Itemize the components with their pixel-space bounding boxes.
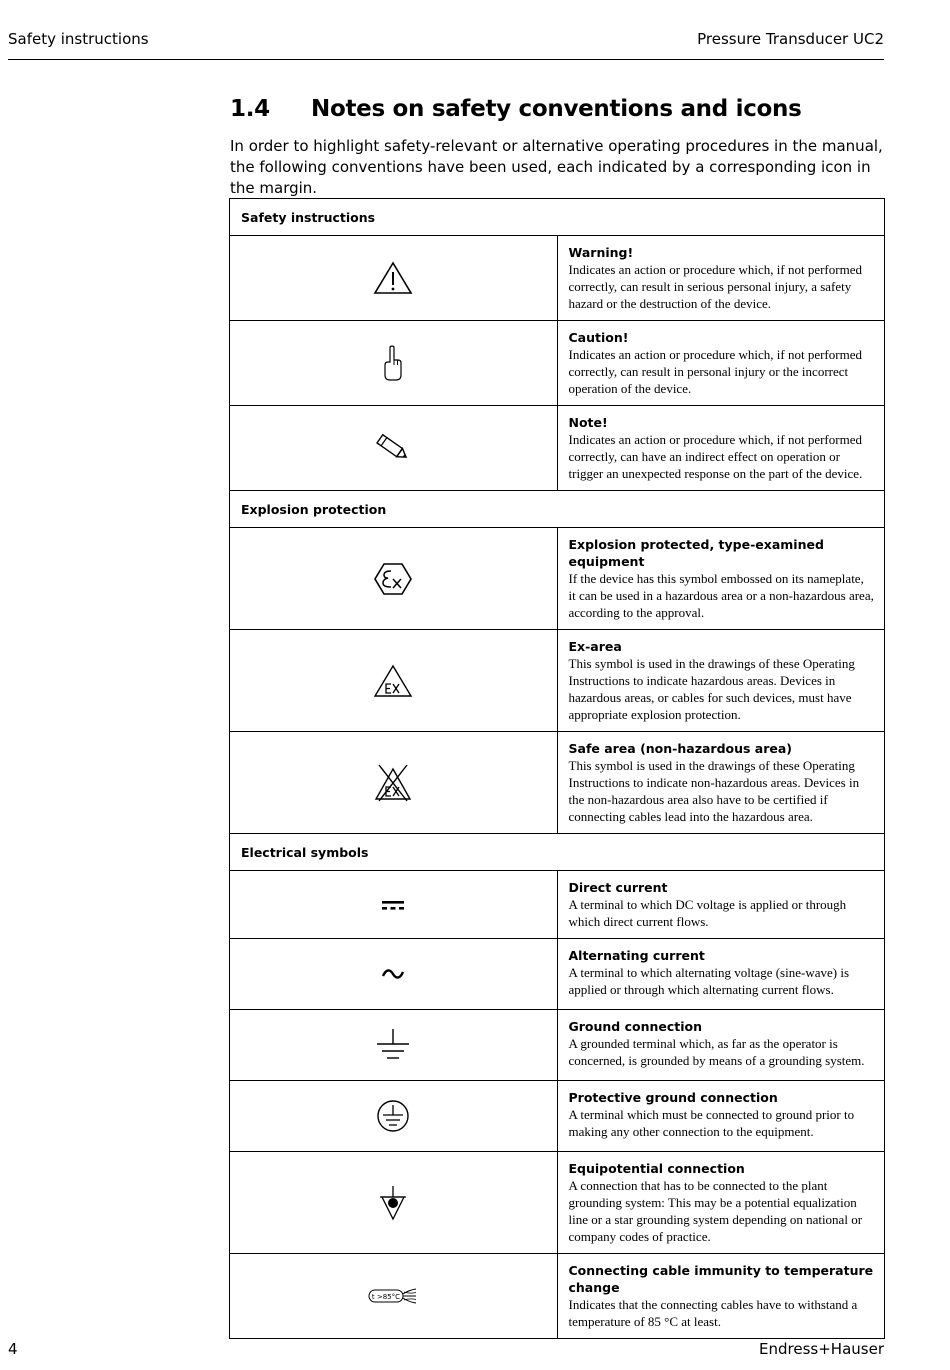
- item-title: Caution!: [568, 330, 629, 345]
- table-row: [230, 939, 885, 1010]
- item-title: Direct current: [568, 880, 668, 895]
- note-pencil-icon: [373, 432, 413, 464]
- text-cell: [557, 528, 885, 630]
- item-description: A connection that has to be connected to the plant grounding system: This may be a potential equalization line or a star grounding system depending on national or company codes of practice.: [568, 1178, 863, 1244]
- table-row: [230, 528, 885, 630]
- icon-cell: [230, 1254, 558, 1339]
- ex-hexagon-icon: [373, 562, 413, 596]
- group-row: [230, 491, 885, 528]
- text-cell: [557, 732, 885, 834]
- table-row: [230, 406, 885, 491]
- text-cell: [557, 1081, 885, 1152]
- icon-cell: [230, 1152, 558, 1254]
- table-row: [230, 1254, 885, 1339]
- item-description: This symbol is used in the drawings of these Operating Instructions to indicate non-hazardous areas. Devices in the non-hazardous area also have to be certified if connecting cables lead into the hazardous area.: [568, 758, 860, 824]
- item-description: If the device has this symbol embossed on its nameplate, it can be used in a hazardous area or a non-hazardous area, according to the approval.: [568, 571, 874, 620]
- section-heading: [230, 96, 802, 122]
- text-cell: [557, 1152, 885, 1254]
- item-description: Indicates that the connecting cables have to withstand a temperature of 85 °C at least.: [568, 1297, 858, 1329]
- item-title: Note!: [568, 415, 608, 430]
- icon-cell: [230, 236, 558, 321]
- conventions-table: [229, 198, 885, 1339]
- table-row: [230, 321, 885, 406]
- group-title: Explosion protection: [230, 491, 885, 528]
- item-title: Explosion protected, type-examined equipment: [568, 537, 824, 569]
- group-title: Safety instructions: [230, 199, 885, 236]
- text-cell: [557, 1010, 885, 1081]
- item-title: Ex-area: [568, 639, 622, 654]
- item-title: Alternating current: [568, 948, 705, 963]
- icon-cell: [230, 1081, 558, 1152]
- text-cell: [557, 871, 885, 939]
- item-title: Warning!: [568, 245, 634, 260]
- group-row: [230, 199, 885, 236]
- ground-icon: [373, 1027, 413, 1063]
- icon-cell: [230, 321, 558, 406]
- group-title: Electrical symbols: [230, 834, 885, 871]
- item-title: Connecting cable immunity to temperature change: [568, 1263, 874, 1295]
- item-description: Indicates an action or procedure which, if not performed correctly, can result in serious personal injury, a safety hazard or the destruction of the device.: [568, 262, 862, 311]
- protective-ground-icon: [375, 1098, 411, 1134]
- table-row: [230, 871, 885, 939]
- item-title: Equipotential connection: [568, 1161, 745, 1176]
- running-header-left: Safety instructions: [8, 30, 149, 48]
- cable-temperature-icon: [368, 1287, 418, 1305]
- intro-paragraph: In order to highlight safety-relevant or alternative operating procedures in the manual, the following conventions have been used, each indicated by a corresponding icon in the margin.: [230, 137, 883, 197]
- ex-area-triangle-icon: [373, 664, 413, 698]
- text-cell: [557, 236, 885, 321]
- table-row: [230, 1081, 885, 1152]
- table-row: [230, 236, 885, 321]
- icon-cell: [230, 871, 558, 939]
- text-cell: [557, 1254, 885, 1339]
- page-number: 4: [8, 1340, 18, 1358]
- text-cell: [557, 630, 885, 732]
- item-description: A terminal to which DC voltage is applied or through which direct current flows.: [568, 897, 847, 929]
- icon-cell: [230, 406, 558, 491]
- running-header-right: Pressure Transducer UC2: [697, 30, 884, 48]
- safe-area-crossed-ex-icon: [373, 763, 413, 803]
- item-description: A terminal which must be connected to ground prior to making any other connection to the equipment.: [568, 1107, 855, 1139]
- section-title: Notes on safety conventions and icons: [311, 96, 802, 122]
- text-cell: [557, 321, 885, 406]
- section-number: 1.4: [230, 96, 270, 122]
- footer-brand: Endress+Hauser: [759, 1340, 884, 1358]
- icon-cell: [230, 630, 558, 732]
- table-row: [230, 1152, 885, 1254]
- item-description: Indicates an action or procedure which, if not performed correctly, can result in personal injury or the incorrect operation of the device.: [568, 347, 862, 396]
- icon-cell: [230, 528, 558, 630]
- text-cell: [557, 939, 885, 1010]
- cable-temperature-label: t >85°C: [372, 1292, 401, 1301]
- item-description: A grounded terminal which, as far as the operator is concerned, is grounded by means of a grounding system.: [568, 1036, 865, 1068]
- icon-cell: [230, 939, 558, 1010]
- item-title: Safe area (non-hazardous area): [568, 741, 793, 756]
- icon-cell: [230, 1010, 558, 1081]
- equipotential-icon: [376, 1185, 410, 1221]
- group-row: [230, 834, 885, 871]
- direct-current-icon: [379, 898, 407, 912]
- item-title: Ground connection: [568, 1019, 703, 1034]
- item-description: Indicates an action or procedure which, if not performed correctly, can have an indirect effect on operation or trigger an unexpected response on the part of the device.: [568, 432, 863, 481]
- item-description: This symbol is used in the drawings of these Operating Instructions to indicate hazardous areas. Devices in hazardous areas, or cables for such devices, must have appropriate explosion protection.: [568, 656, 855, 722]
- table-row: [230, 1010, 885, 1081]
- warning-triangle-icon: [373, 261, 413, 295]
- header-rule: [8, 59, 884, 60]
- icon-cell: [230, 732, 558, 834]
- table-row: [230, 630, 885, 732]
- item-title: Protective ground connection: [568, 1090, 778, 1105]
- text-cell: [557, 406, 885, 491]
- caution-hand-icon: [380, 344, 406, 382]
- item-description: A terminal to which alternating voltage (sine-wave) is applied or through which alternating current flows.: [568, 965, 849, 997]
- alternating-current-icon: [380, 967, 406, 981]
- table-row: [230, 732, 885, 834]
